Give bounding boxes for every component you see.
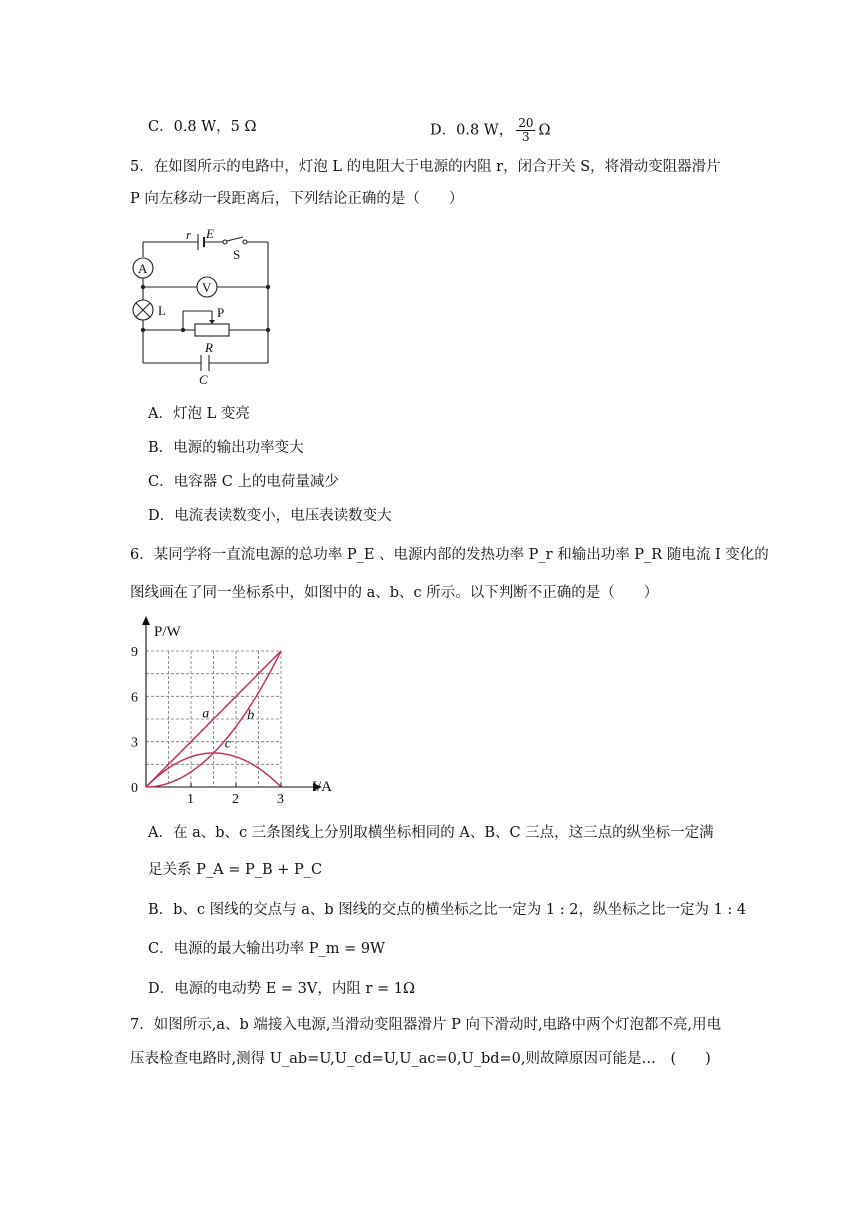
curve-label-b: b bbox=[247, 708, 255, 723]
q7-stem-line1: 7．如图所示,a、b 端接入电源,当滑动变阻器滑片 P 向下滑动时,电路中两个灯泡都不亮,用电 bbox=[130, 1017, 722, 1033]
curve-label-a: a bbox=[202, 706, 210, 722]
q6-stem-line1: 6．某同学将一直流电源的总功率 P_E 、电源内部的发热功率 P_r 和输出功率 P_R 随电流 I 变化的 bbox=[130, 547, 769, 563]
q6-stem-line2: 图线画在了同一坐标系中，如图中的 a、b、c 所示。以下判断不正确的是（ ） bbox=[130, 585, 659, 601]
q5-stem-line2: P 向左移动一段距离后，下列结论正确的是（ ） bbox=[130, 191, 464, 207]
y-tick-label: 6 bbox=[131, 690, 138, 706]
fraction-denominator: 3 bbox=[522, 130, 530, 144]
q4-option-d bbox=[430, 117, 551, 144]
voltmeter-label: V bbox=[202, 280, 212, 295]
y-tick-label: 0 bbox=[131, 781, 138, 796]
q4-option-d-prefix: D．0.8 W， bbox=[430, 122, 514, 139]
q6-option-a-line2: 足关系 P_A = P_B + P_C bbox=[148, 862, 323, 878]
label-p: P bbox=[217, 305, 225, 320]
label-e: E bbox=[206, 226, 214, 241]
y-axis-label: P/W bbox=[154, 624, 181, 640]
label-l: L bbox=[158, 303, 166, 318]
q7-stem-line2: 压表检查电路时,测得 U_ab=U,U_cd=U,U_ac=0,U_bd=0,则故障原因可能是… ( ) bbox=[130, 1051, 711, 1067]
x-tick-label: 3 bbox=[277, 792, 284, 804]
q5-stem-line1: 5．在如图所示的电路中，灯泡 L 的电阻大于电源的内阻 r，闭合开关 S，将滑动变阻器滑片 bbox=[130, 159, 721, 175]
x-tick-label: 2 bbox=[232, 792, 239, 804]
ammeter-label: A bbox=[138, 261, 148, 276]
q6-option-c: C．电源的最大输出功率 P_m = 9W bbox=[148, 941, 385, 957]
q6-option-a-line1: A．在 a、b、c 三条图线上分别取横坐标相同的 A、B、C 三点，这三点的纵坐标一定满 bbox=[148, 825, 714, 841]
x-tick-label: 1 bbox=[187, 792, 194, 804]
q6-option-b: B．b、c 图线的交点与 a、b 图线的交点的横坐标之比一定为 1 : 2，纵坐标之比一定为 1 : 4 bbox=[148, 902, 747, 918]
q5-option-b: B．电源的输出功率变大 bbox=[148, 440, 304, 456]
label-r-resistor: R bbox=[205, 340, 213, 355]
curve-label-c: c bbox=[224, 736, 231, 752]
y-tick-label: 3 bbox=[131, 735, 138, 751]
q6-option-d: D．电源的电动势 E = 3V，内阻 r = 1Ω bbox=[148, 981, 416, 997]
x-axis-label: I/A bbox=[312, 779, 332, 795]
q5-option-d: D．电流表读数变小，电压表读数变大 bbox=[148, 508, 392, 524]
label-r: r bbox=[186, 227, 192, 242]
label-s: S bbox=[233, 247, 241, 262]
q5-option-c: C．电容器 C 上的电荷量减少 bbox=[148, 474, 339, 490]
y-axis-arrow bbox=[142, 616, 150, 625]
y-tick-label: 9 bbox=[131, 645, 138, 660]
q5-option-a: A．灯泡 L 变亮 bbox=[148, 406, 250, 422]
q4-option-d-unit: Ω bbox=[538, 122, 551, 139]
fraction-numerator: 20 bbox=[518, 116, 534, 130]
q5-circuit-diagram bbox=[125, 225, 285, 390]
q6-power-current-chart bbox=[126, 614, 346, 804]
fraction bbox=[516, 117, 535, 144]
label-c: C bbox=[199, 372, 208, 387]
q4-option-c: C．0.8 W，5 Ω bbox=[148, 119, 257, 135]
